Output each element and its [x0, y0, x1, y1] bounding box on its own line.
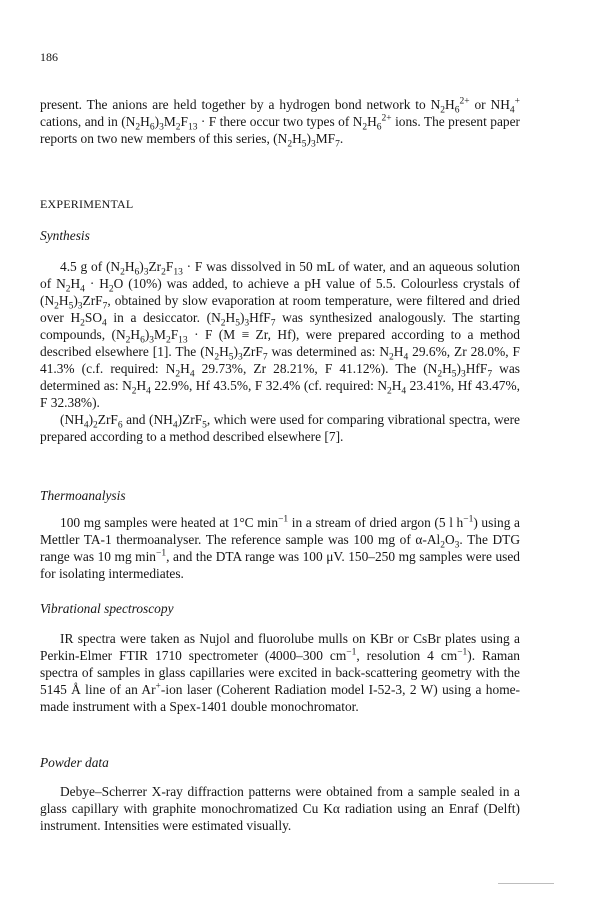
intro-text: present. The anions are held together by a hydrogen bond network to $N_2H_6^{2+}$ or $NH_4^+$ cations, and in $(N_2H_6)_3M_2F_{13} \cdot F$ there occur two types of $N_2H_6^{2+}$ ions. The present paper reports on two new members of this series, $(N_2H_5)_3MF_7$. [40, 96, 520, 150]
synthesis-paragraph-1: 4.5 g of $(N_2H_6)_3Zr_2F_{13} \cdot F$ was dissolved in 50 mL of water, and an aqueous solution of $N_2H_4 \cdot H_2O$ (10%) was added, to achieve a pH value of 5.5. Colourless crystals of $(N_2H_5)_3ZrF_7$, obtained by slow evaporation at room temperature, were filtered and dried over $H_2SO_4$ in a desiccator. $(N_2H_5)_3HfF_7$ was synthesized analogously. The starting compounds, $(N_2H_6)_3M_2F_{13} \cdot F$ (M ≡ Zr, Hf), were prepared according to a method described elsewhere [1]. The $(N_2H_5)_3ZrF_7$ was determined as: $N_2H_4$ 29.6%, Zr 28.0%, F 41.3% (c.f. required: $N_2H_4$ 29.73%, Zr 28.21%, F 41.12%). The $(N_2H_5)_3HfF_7$ was determined as: $N_2H_4$ 22.9%, Hf 43.5%, F 32.4% (cf. required: $N_2H_4$ 23.41%, Hf 43.47%, F 32.38%). [40, 259, 521, 410]
section-heading-experimental: EXPERIMENTAL [40, 197, 134, 211]
page-number: 186 [40, 50, 58, 64]
intro-paragraph [40, 96, 520, 150]
subheading-synthesis: Synthesis [40, 228, 90, 243]
subheading-powder-data: Powder data [40, 755, 109, 770]
thermoanalysis-paragraph: 100 mg samples were heated at 1°C $\min^{-1}$ in a stream of dried argon (5 l $h^{-1}$) using a Mettler TA-1 thermoanalyser. The reference sample was 100 mg of $\alpha-Al_2O_3$. The DTG range was 10 mg $\min^{-1}$, and the DTA range was 100 μV. 150–250 mg samples were used for isolating intermediates. [40, 514, 520, 581]
subheading-thermoanalysis: Thermoanalysis [40, 488, 126, 503]
synthesis-paragraph-2: $(NH_4)_2ZrF_6$ and $(NH_4)ZrF_5$, which were used for comparing vibrational spectra, were prepared according to a method described elsewhere [7]. [40, 412, 520, 444]
synthesis-body [40, 258, 520, 445]
powder-paragraph: Debye–Scherrer X-ray diffraction patterns were obtained from a sample sealed in a glass capillary with graphite monochromatized Cu Kα radiation using an Enraf (Delft) instrument. Intensities were estimated visually. [40, 784, 520, 833]
subheading-vibrational-spectroscopy: Vibrational spectroscopy [40, 601, 174, 616]
footer-rule [498, 883, 554, 884]
vibrational-paragraph: IR spectra were taken as Nujol and fluorolube mulls on KBr or CsBr plates using a Perkin-Elmer FTIR 1710 spectrometer (4000–300 $cm^{-1}$, resolution 4 $cm^{-1}$). Raman spectra of samples in glass capillaries were excited in back-scattering geometry with the 5145 Å line of an Ar+-ion laser (Coherent Radiation model I-52-3, 2 W) using a home-made instrument with a Spex-1401 double monochromator. [40, 631, 521, 714]
